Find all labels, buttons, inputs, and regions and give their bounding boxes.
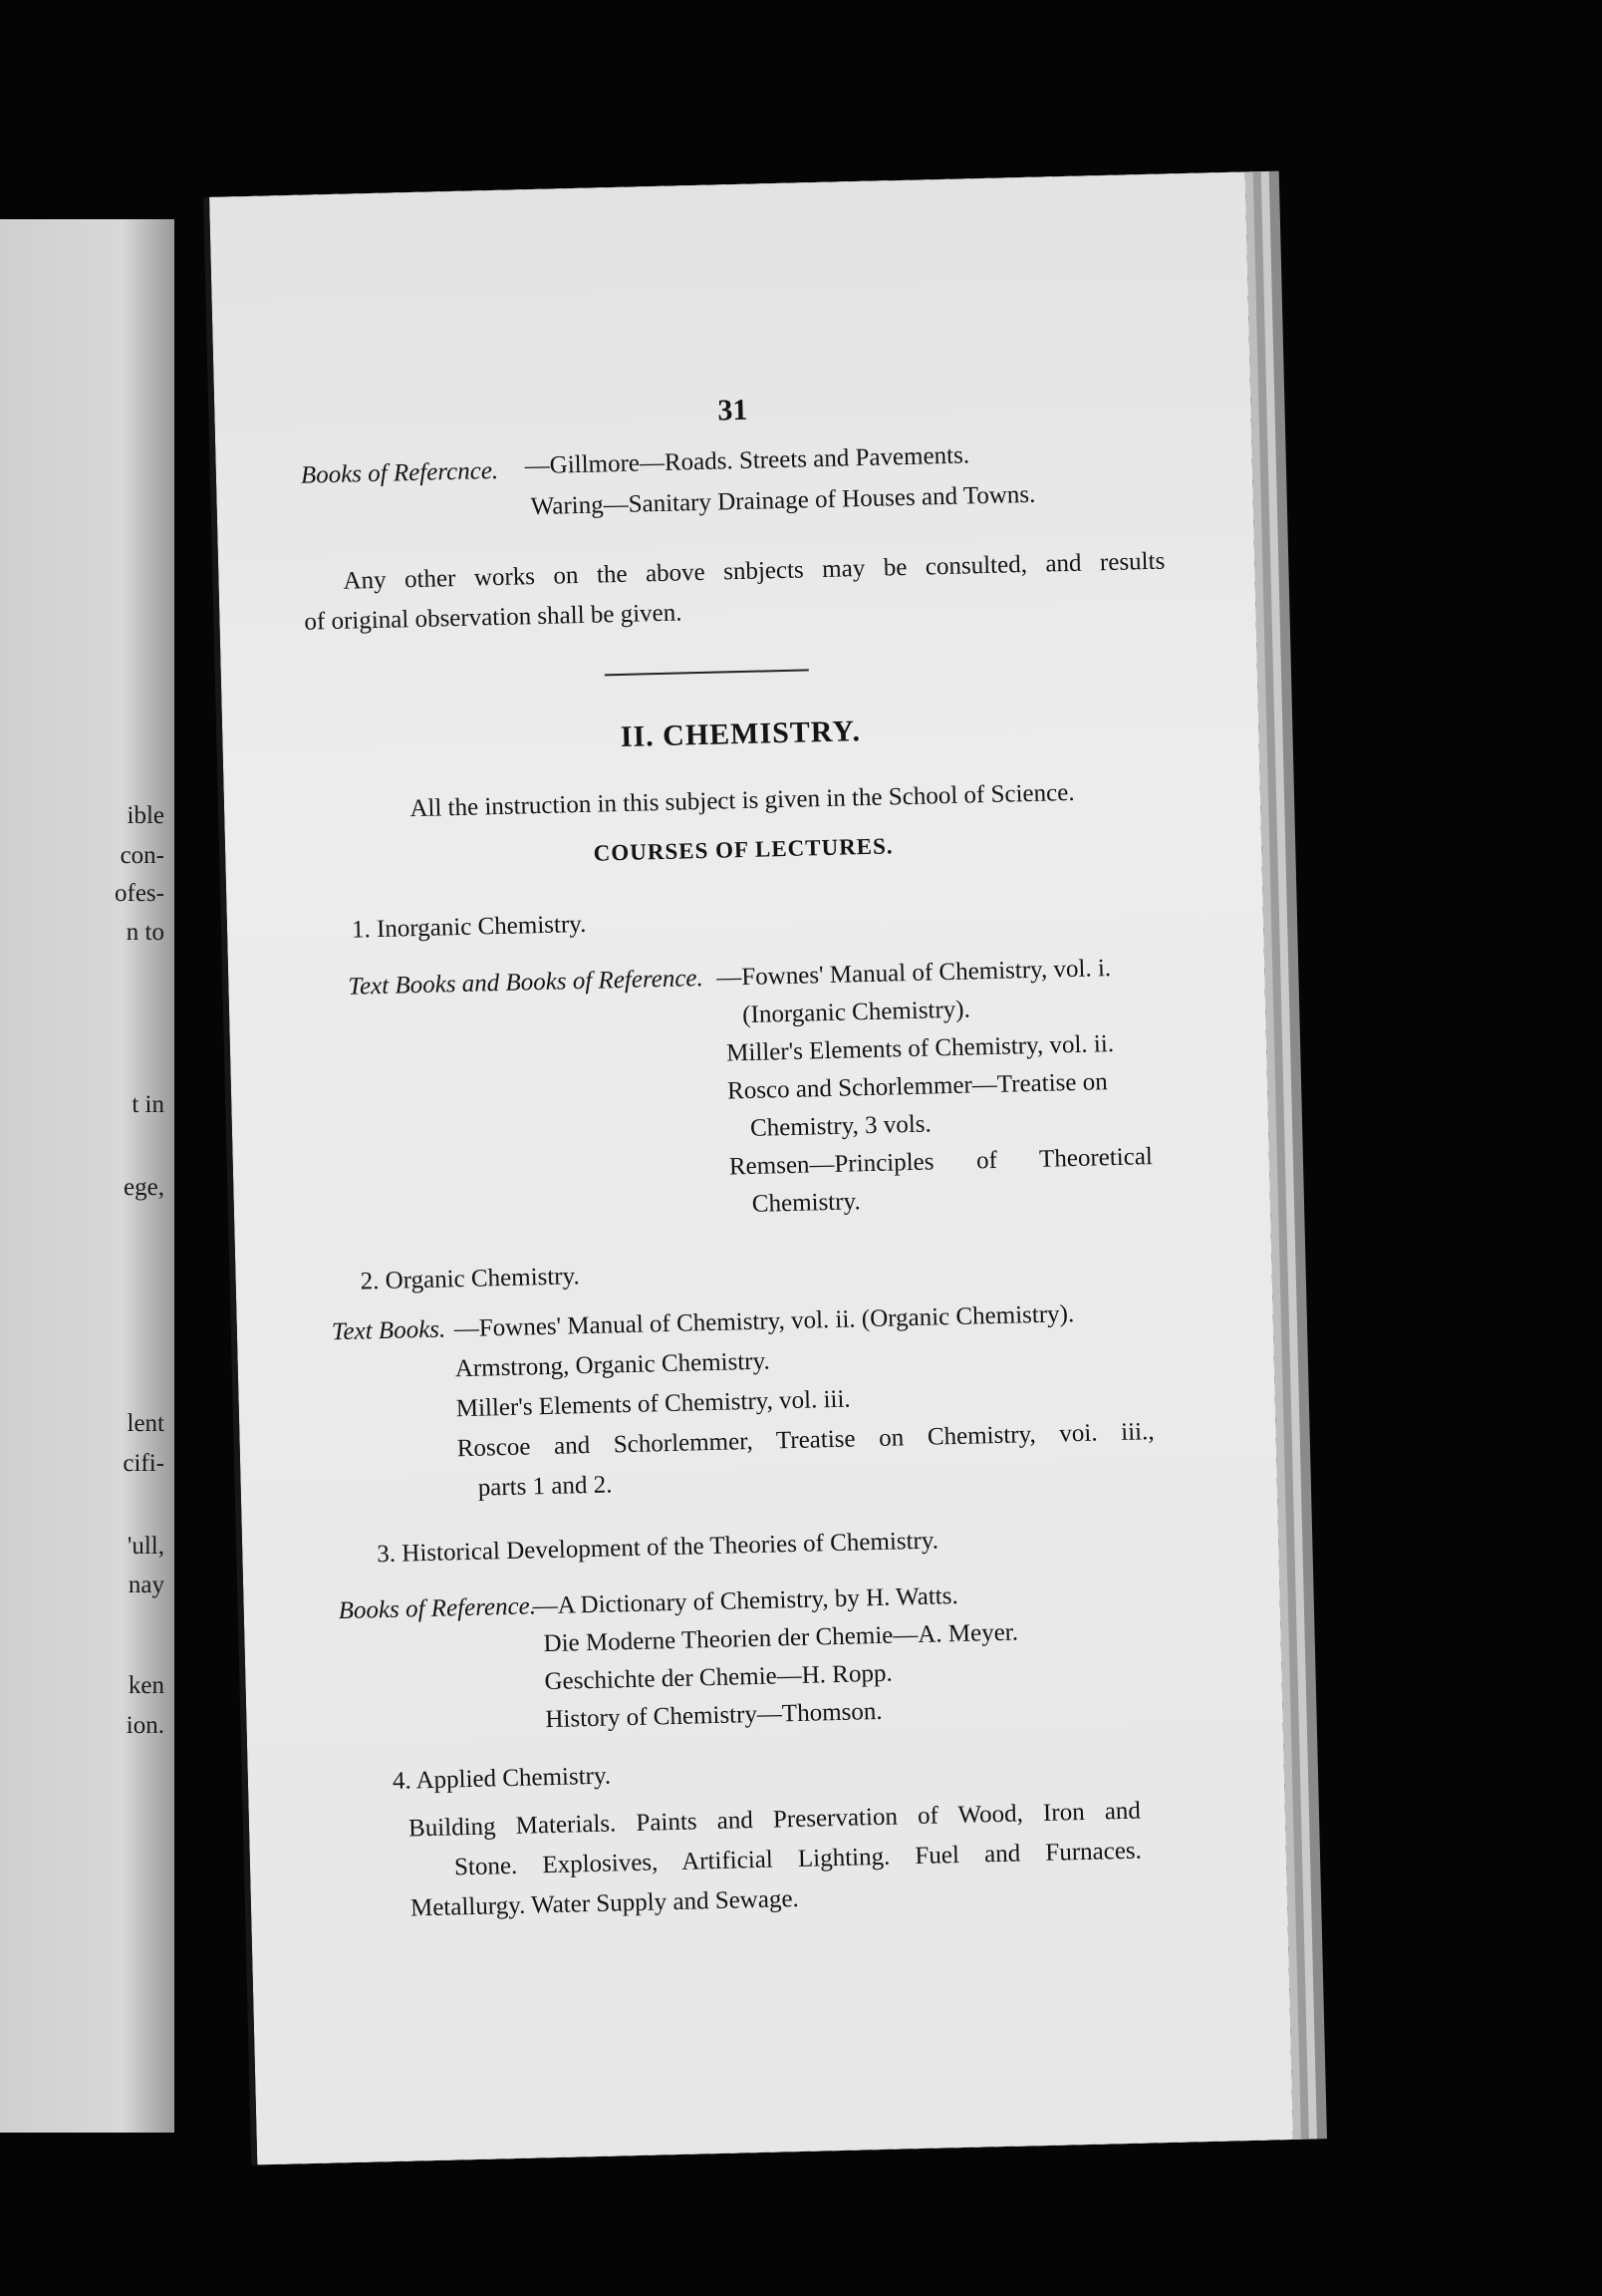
note-line: of original observation shall be given. <box>304 599 682 636</box>
book-entry: Armstrong, Organic Chemistry. <box>454 1347 771 1383</box>
note-line: Any other works on the above snbjects may be consulted, and results <box>343 547 1166 595</box>
course-title: 4. Applied Chemistry. <box>392 1762 612 1795</box>
book-entry: Geschichte der Chemie—H. Ropp. <box>544 1659 893 1696</box>
book-entry: parts 1 and 2. <box>477 1471 613 1502</box>
applied-chemistry-line: Stone. Explosives, Artificial Lighting. Fuel and Furnaces. <box>453 1837 1143 1881</box>
left-page-text: ofes- <box>115 880 164 907</box>
left-page-text: ion. <box>126 1712 164 1739</box>
book-entry: Chemistry, 3 vols. <box>749 1110 933 1142</box>
section-divider <box>605 669 809 676</box>
course-title: 3. Historical Development of the Theories of Chemistry. <box>377 1527 939 1569</box>
book-entry: Roscoe and Schorlemmer, Treatise on Chemistry, voi. iii., <box>456 1418 1155 1463</box>
section-title: II. CHEMISTRY. <box>620 715 862 753</box>
book-entry: Miller's Elements of Chemistry, vol. ii. <box>725 1029 1115 1067</box>
book-entry: Chemistry. <box>751 1188 861 1218</box>
left-page-text: ege, <box>124 1174 164 1201</box>
left-page-edge <box>0 219 174 2133</box>
left-page-text: cifi- <box>123 1450 164 1477</box>
course-books-label: Text Books and Books of Reference. <box>348 965 704 1001</box>
book-page <box>203 172 1293 2165</box>
book-entry: Remsen—Principles of Theoretical <box>728 1143 1154 1181</box>
book-entry: Rosco and Schorlemmer—Treatise on <box>726 1068 1108 1105</box>
left-page-text: 'ull, <box>127 1533 164 1560</box>
ref-intro-line: Waring—Sanitary Drainage of Houses and Towns. <box>530 480 1036 521</box>
applied-chemistry-line: Building Materials. Paints and Preservation of Wood, Iron and <box>407 1797 1142 1843</box>
left-page-text: lent <box>127 1410 164 1437</box>
book-entry: —Fownes' Manual of Chemistry, vol. ii. (Organic Chemistry). <box>453 1300 1075 1343</box>
instruction-text: All the instruction in this subject is given in the School of Science. <box>409 778 1075 823</box>
book-entry: (Inorganic Chemistry). <box>741 996 971 1029</box>
left-page-text: con- <box>120 842 164 869</box>
book-entry: Miller's Elements of Chemistry, vol. iii. <box>455 1385 851 1423</box>
book-entry: —Fownes' Manual of Chemistry, vol. i. <box>715 955 1112 992</box>
left-page-text: t in <box>132 1091 164 1118</box>
courses-heading: COURSES OF LECTURES. <box>593 833 894 866</box>
book-entry: History of Chemistry—Thomson. <box>545 1697 883 1734</box>
book-entry: Die Moderne Theorien der Chemie—A. Meyer. <box>543 1618 1019 1658</box>
left-page-text: nay <box>128 1572 164 1598</box>
ref-intro-label: Books of Refercnce. <box>300 456 499 489</box>
left-page-text: ible <box>127 802 164 829</box>
course-title: 1. Inorganic Chemistry. <box>351 910 587 944</box>
left-page-text: ken <box>128 1672 164 1699</box>
course-title: 2. Organic Chemistry. <box>360 1263 581 1295</box>
applied-chemistry-line: Metallurgy. Water Supply and Sewage. <box>409 1884 800 1922</box>
left-page-text: n to <box>126 919 164 946</box>
course-books-label: Books of Reference. <box>338 1592 537 1625</box>
page-number: 31 <box>717 393 748 428</box>
course-books-label: Text Books. <box>331 1315 446 1346</box>
ref-intro-line: —Gillmore—Roads. Streets and Pavements. <box>524 441 970 480</box>
book-entry: —A Dictionary of Chemistry, by H. Watts. <box>532 1581 958 1620</box>
